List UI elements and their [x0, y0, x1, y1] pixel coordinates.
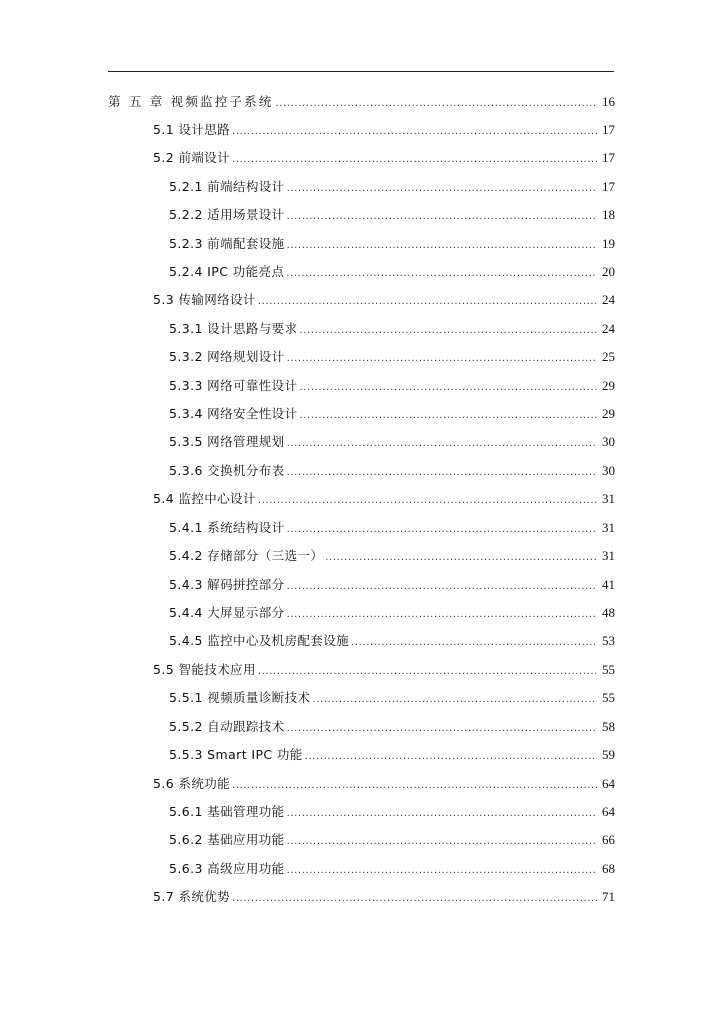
toc-entry-5-4-3[interactable] [169, 575, 615, 595]
dot-leader [305, 747, 597, 767]
toc-entry-label: 5.4 监控中心设计 [153, 491, 256, 506]
dot-leader [232, 150, 597, 170]
dot-leader [325, 548, 597, 568]
toc-entry-5-3-6[interactable] [169, 461, 615, 481]
toc-entry-label: 5.3.1 设计思路与要求 [169, 321, 298, 336]
dot-leader [232, 889, 597, 909]
toc-entry-label: 5.5.1 视频质量诊断技术 [169, 690, 311, 705]
dot-leader [287, 179, 597, 199]
dot-leader [258, 292, 597, 312]
dot-leader [287, 861, 597, 881]
dot-leader [232, 122, 597, 142]
toc-entry-page: 58 [602, 719, 615, 734]
toc-entry-5-4-2[interactable] [169, 546, 615, 566]
toc-entry-5-2-3[interactable] [169, 234, 615, 254]
toc-entry-label: 5.2.4 IPC 功能亮点 [169, 264, 285, 279]
toc-entry-label: 5.2 前端设计 [153, 150, 231, 165]
toc-entry-5-6-1[interactable] [169, 802, 615, 822]
dot-leader [299, 378, 597, 398]
toc-entry-5-4[interactable] [153, 489, 615, 509]
toc-entry-5-1[interactable] [153, 120, 615, 140]
toc-entry-page: 41 [602, 577, 615, 592]
toc-entry-page: 17 [602, 122, 615, 137]
toc-entry-page: 31 [602, 548, 615, 563]
toc-entry-5-2-2[interactable] [169, 205, 615, 225]
dot-leader [258, 662, 597, 682]
toc-entry-label: 5.6.1 基础管理功能 [169, 804, 285, 819]
toc-entry-page: 20 [602, 264, 615, 279]
toc-entry-5-2-1[interactable] [169, 177, 615, 197]
toc-entry-label: 5.6 系统功能 [153, 776, 231, 791]
toc-entry-chapter-5[interactable] [108, 92, 615, 112]
toc-entry-page: 30 [602, 463, 615, 478]
toc-entry-page: 55 [602, 662, 615, 677]
toc-entry-label: 5.1 设计思路 [153, 122, 231, 137]
toc-entry-label: 5.6.2 基础应用功能 [169, 832, 285, 847]
toc-entry-page: 17 [602, 179, 615, 194]
toc-entry-page: 25 [602, 349, 615, 364]
toc-entry-label: 5.2.3 前端配套设施 [169, 236, 285, 251]
toc-entry-label: 5.2.2 适用场景设计 [169, 207, 285, 222]
toc-entry-label: 5.3.5 网络管理规划 [169, 434, 285, 449]
dot-leader [258, 491, 597, 511]
dot-leader [276, 94, 597, 114]
dot-leader [299, 321, 597, 341]
toc-entry-page: 66 [602, 832, 615, 847]
toc-entry-label: 5.3.2 网络规划设计 [169, 349, 285, 364]
dot-leader [287, 719, 597, 739]
toc-entry-5-4-1[interactable] [169, 518, 615, 538]
toc-entry-label: 5.3.4 网络安全性设计 [169, 406, 298, 421]
toc-entry-label: 5.5.2 自动跟踪技术 [169, 719, 285, 734]
toc-entry-page: 16 [602, 94, 615, 109]
dot-leader [287, 520, 597, 540]
toc-entry-label: 5.4.1 系统结构设计 [169, 520, 285, 535]
dot-leader [232, 776, 597, 796]
toc-entry-5-5[interactable] [153, 660, 615, 680]
dot-leader [287, 349, 597, 369]
dot-leader [286, 264, 597, 284]
toc-entry-label: 5.2.1 前端结构设计 [169, 179, 285, 194]
toc-entry-page: 30 [602, 434, 615, 449]
toc-entry-page: 29 [602, 406, 615, 421]
toc-entry-5-3-2[interactable] [169, 347, 615, 367]
toc-entry-page: 18 [602, 207, 615, 222]
toc-entry-5-5-3[interactable] [169, 745, 615, 765]
dot-leader [299, 406, 597, 426]
toc-entry-page: 55 [602, 690, 615, 705]
toc-entry-label: 5.3.6 交换机分布表 [169, 463, 285, 478]
toc-entry-page: 64 [602, 804, 615, 819]
dot-leader [287, 236, 597, 256]
toc-entry-page: 48 [602, 605, 615, 620]
toc-entry-label: 5.4.5 监控中心及机房配套设施 [169, 633, 350, 648]
dot-leader [312, 690, 597, 710]
toc-entry-page: 17 [602, 150, 615, 165]
toc-entry-page: 19 [602, 236, 615, 251]
toc-entry-label: 5.7 系统优势 [153, 889, 231, 904]
toc-entry-page: 68 [602, 861, 615, 876]
dot-leader [287, 207, 597, 227]
toc-entry-label: 5.3.3 网络可靠性设计 [169, 378, 298, 393]
dot-leader [287, 434, 597, 454]
dot-leader [351, 633, 597, 653]
toc-entry-5-2-4[interactable] [169, 262, 615, 282]
toc-entry-5-7[interactable] [153, 887, 615, 907]
dot-leader [287, 804, 597, 824]
toc-entry-page: 24 [602, 292, 615, 307]
toc-entry-label: 第 五 章 视频监控子系统 [108, 94, 274, 109]
toc-entry-label: 5.4.2 存储部分（三选一） [169, 548, 324, 563]
dot-leader [287, 577, 597, 597]
toc-entry-page: 53 [602, 633, 615, 648]
toc-entry-5-4-4[interactable] [169, 603, 615, 623]
toc-entry-label: 5.4.4 大屏显示部分 [169, 605, 285, 620]
toc-entry-label: 5.6.3 高级应用功能 [169, 861, 285, 876]
toc-entry-label: 5.5.3 Smart IPC 功能 [169, 747, 303, 762]
toc-entry-5-5-1[interactable] [169, 688, 615, 708]
dot-leader [287, 605, 597, 625]
toc-entry-label: 5.3 传输网络设计 [153, 292, 256, 307]
toc-entry-page: 31 [602, 520, 615, 535]
toc-entry-5-3-4[interactable] [169, 404, 615, 424]
toc-entry-page: 24 [602, 321, 615, 336]
toc-entry-5-6-2[interactable] [169, 830, 615, 850]
dot-leader [287, 832, 597, 852]
toc-entry-5-6-3[interactable] [169, 859, 615, 879]
toc-entry-page: 31 [602, 491, 615, 506]
header-rule [108, 71, 614, 72]
toc-entry-page: 64 [602, 776, 615, 791]
toc-entry-5-2[interactable] [153, 148, 615, 168]
toc-entry-label: 5.5 智能技术应用 [153, 662, 256, 677]
toc-entry-label: 5.4.3 解码拼控部分 [169, 577, 285, 592]
toc-entry-page: 29 [602, 378, 615, 393]
toc-entry-5-3-5[interactable] [169, 432, 615, 452]
toc-entry-5-3-3[interactable] [169, 376, 615, 396]
toc-entry-5-3[interactable] [153, 290, 615, 310]
toc-entry-5-5-2[interactable] [169, 717, 615, 737]
toc-entry-5-4-5[interactable] [169, 631, 615, 651]
dot-leader [287, 463, 597, 483]
toc-entry-5-6[interactable] [153, 774, 615, 794]
toc-entry-page: 59 [602, 747, 615, 762]
toc-entry-5-3-1[interactable] [169, 319, 615, 339]
toc-entry-page: 71 [602, 889, 615, 904]
